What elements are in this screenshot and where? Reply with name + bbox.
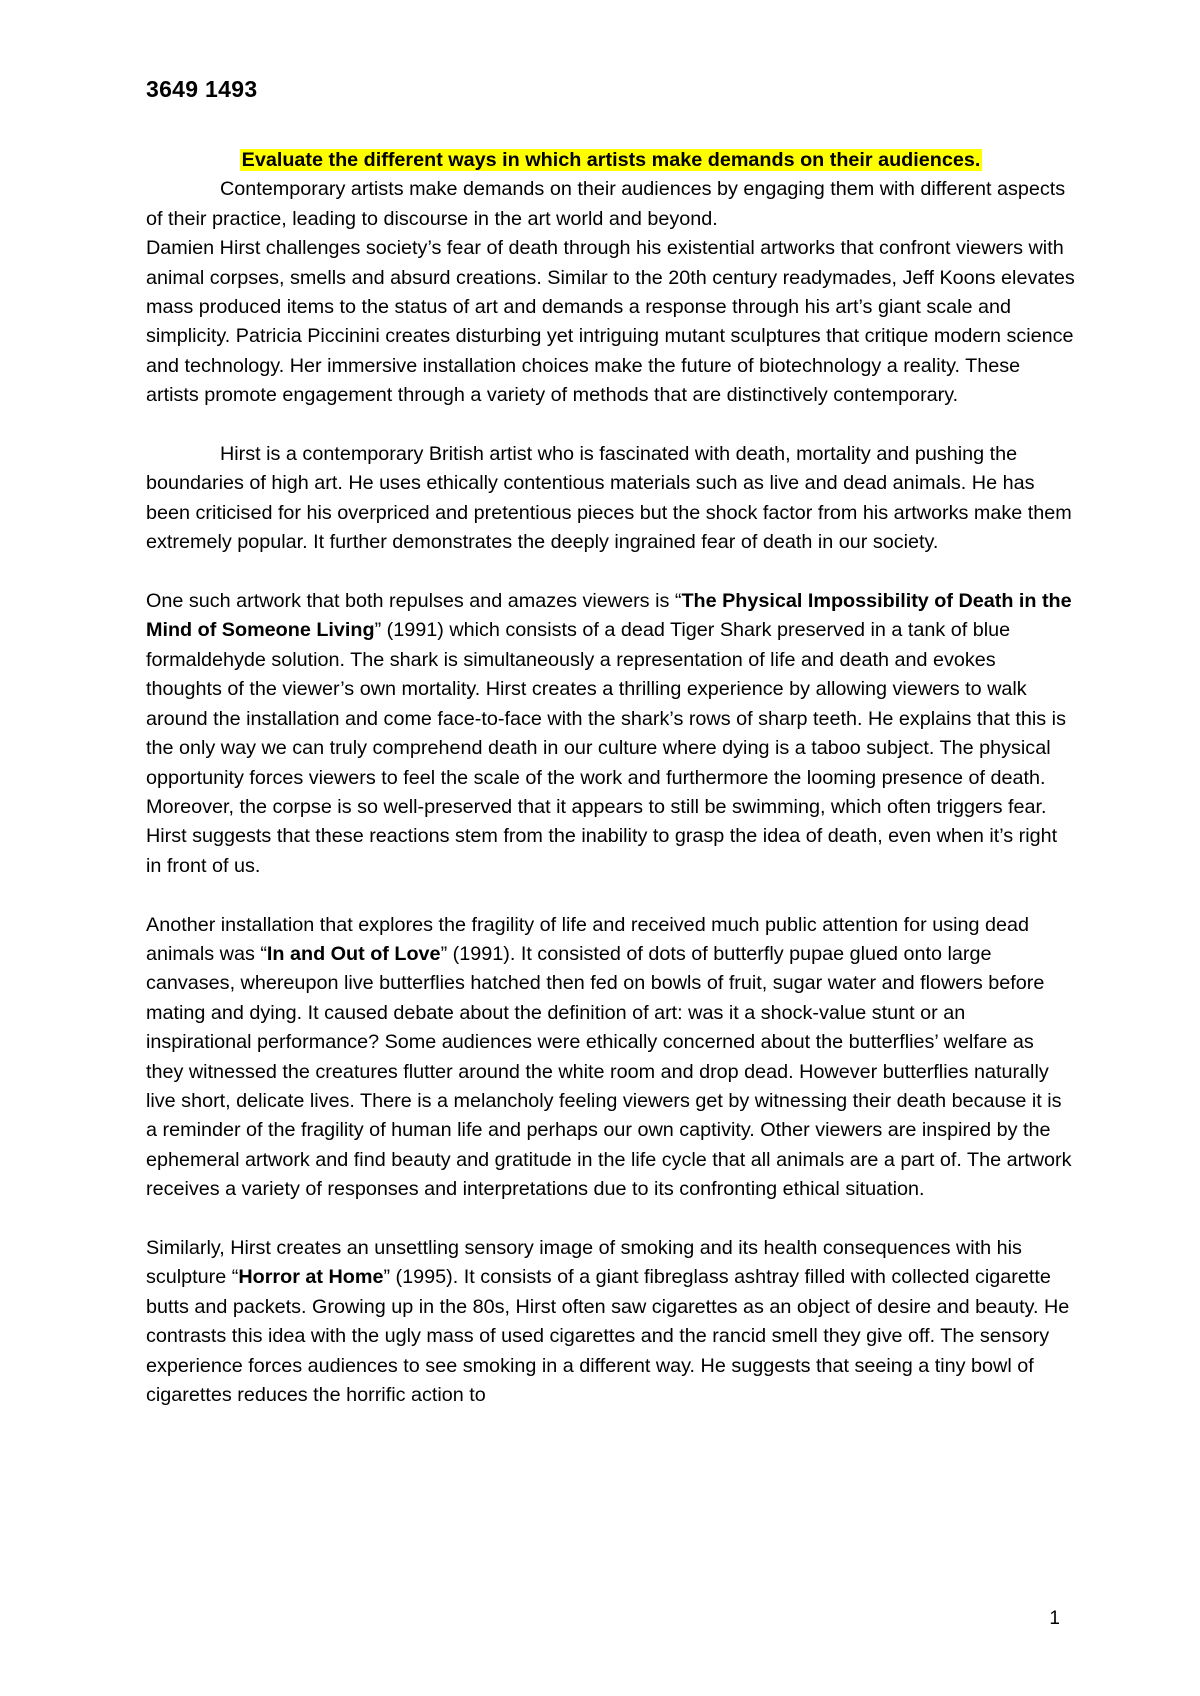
love-text-before: Another installation that explores the fragility of life and received much public attention for using dead animals was “ xyxy=(146,913,1029,965)
shark-paragraph xyxy=(146,587,1076,881)
essay-body xyxy=(146,146,1076,1410)
shark-text-after: ” (1991) which consists of a dead Tiger Shark preserved in a tank of blue formaldehyde solution. The shark is simultaneously a representation of life and death and evokes thoughts of the viewer’s own mortality. Hirst creates a thrilling experience by allowing viewers to walk around the installation and come face-to-face with the shark’s rows of sharp teeth. He explains that this is the only way we can truly comprehend death in our culture where dying is a taboo subject. The physical opportunity forces viewers to feel the scale of the work and furthermore the looming presence of death. Moreover, the corpse is so well-preserved that it appears to still be swimming, which often triggers fear. Hirst suggests that these reactions stem from the inability to grasp the idea of death, even when it’s right in front of us. xyxy=(146,619,1066,877)
intro-paragraph-1-text: Contemporary artists make demands on their audiences by engaging them with different aspects of their practice, leading to discourse in the art world and beyond. xyxy=(146,178,1066,230)
page-number: 1 xyxy=(1049,1608,1060,1629)
intro-paragraph-1 xyxy=(146,175,1076,234)
paragraph-gap xyxy=(146,881,1076,910)
love-paragraph xyxy=(146,911,1076,1205)
hirst-intro-paragraph xyxy=(146,440,1076,558)
shark-text-before: One such artwork that both repulses and amazes viewers is “ xyxy=(146,590,682,613)
student-id: 3649 1493 xyxy=(146,76,258,102)
paragraph-gap xyxy=(146,558,1076,587)
highlighted-question: Evaluate the different ways in which artists make demands on their audiences. xyxy=(241,149,981,171)
horror-artwork-title: Horror at Home xyxy=(238,1266,384,1289)
intro-paragraph-2: Damien Hirst challenges society’s fear of death through his existential artworks that confront viewers with animal corpses, smells and absurd creations. Similar to the 20th century readymades, Jeff Koons elevates mass produced items to the status of art and demands a response through his art’s giant scale and simplicity. Patricia Piccinini creates disturbing yet intriguing mutant sculptures that critique modern science and technology. Her immersive installation choices make the future of biotechnology a reality. These artists promote engagement through a variety of methods that are distinctively contemporary. xyxy=(146,237,1075,407)
shark-artwork-title: The Physical Impossibility of Death in the Mind of Someone Living xyxy=(146,590,1072,642)
horror-text-after: ” (1995). It consists of a giant fibreglass ashtray filled with collected cigarette butts and packets. Growing up in the 80s, Hirst often saw cigarettes as an object of desire and beauty. He contrasts this idea with the ugly mass of used cigarettes and the rancid smell they give off. The sensory experience forces audiences to see smoking in a different way. He suggests that seeing a tiny bowl of cigarettes reduces the horrific action to xyxy=(146,1266,1070,1406)
horror-paragraph xyxy=(146,1234,1076,1410)
love-text-after: ” (1991). It consisted of dots of butterfly pupae glued onto large canvases, whereupon live butterflies hatched then fed on bowls of fruit, sugar water and flowers before mating and dying. It caused debate about the definition of art: was it a shock-value stunt or an inspirational performance? Some audiences were ethically concerned about the butterflies’ welfare as they witnessed the creatures flutter around the white room and drop dead. However butterflies naturally live short, delicate lives. There is a melancholy feeling viewers get by witnessing their death because it is a reminder of the fragility of human life and perhaps our own captivity. Other viewers are inspired by the ephemeral artwork and find beauty and gratitude in the life cycle that all animals are a part of. The artwork receives a variety of responses and interpretations due to its confronting ethical situation. xyxy=(146,942,1072,1201)
horror-text-before: Similarly, Hirst creates an unsettling sensory image of smoking and its health consequences with his sculpture “ xyxy=(146,1236,1022,1289)
hirst-intro-text: Hirst is a contemporary British artist who is fascinated with death, mortality and pushing the boundaries of high art. He uses ethically contentious materials such as live and dead animals. He has been criticised for his overpriced and pretentious pieces but the shock factor from his artworks make them extremely popular. It further demonstrates the deeply ingrained fear of death in our society. xyxy=(146,443,1072,554)
paragraph-gap xyxy=(146,1205,1076,1234)
paragraph-gap xyxy=(146,411,1076,440)
love-artwork-title: In and Out of Love xyxy=(266,942,441,965)
essay-question xyxy=(146,146,1076,175)
